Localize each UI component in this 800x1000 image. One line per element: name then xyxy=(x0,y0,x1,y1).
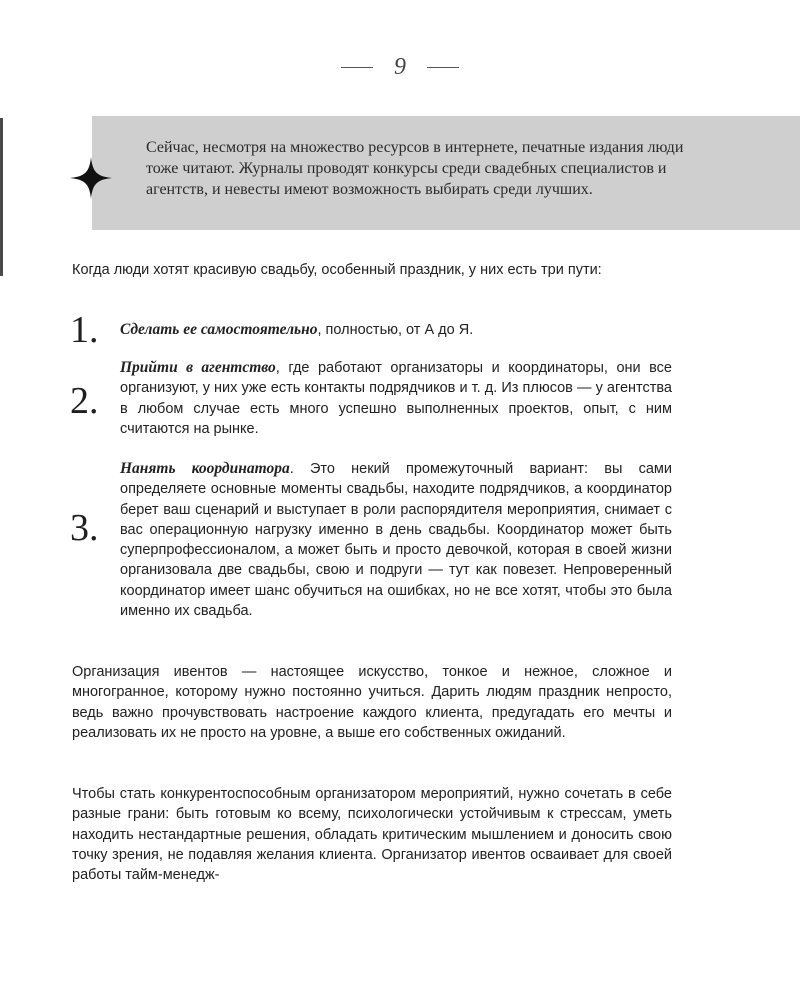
list-item-2-text: , где работают организаторы и координаторы, они все организуют, у них уже есть контакты подрядчиков и т. д. Из плюсов — у агентства в любом случае есть много успешно выполненных проектов, опыт, с ним считаются на рынке. xyxy=(120,360,672,437)
list-number-3: 3. xyxy=(70,507,99,549)
list-number-1: 1. xyxy=(70,309,99,351)
page-number-header xyxy=(0,52,800,82)
body-paragraph-1: Организация ивентов — настоящее искусство, тонкое и нежное, сложное и многогранное, которому нужно постоянно учиться. Дарить людям праздник непросто, ведь важно прочувствовать настроение каждого клиента, предугадать его мечты и реализовать их не просто на уровне, а выше его собственных ожиданий. xyxy=(72,664,672,741)
list-item-2-lead: Прийти в агентство xyxy=(120,359,276,376)
list-item-2 xyxy=(120,358,672,439)
list-item-3 xyxy=(120,459,672,621)
list-number-2: 2. xyxy=(70,380,99,422)
list-item-1-lead: Сделать ее самостоятельно xyxy=(120,321,318,338)
list-item-1-text: , полностью, от А до Я. xyxy=(317,322,474,338)
list-item-1 xyxy=(120,320,672,340)
header-rule-right xyxy=(427,67,459,68)
list-item-3-lead: Нанять координатора xyxy=(120,460,290,477)
intro-paragraph: Когда люди хотят красивую свадьбу, особенный праздник, у них есть три пути: xyxy=(72,262,602,278)
body-paragraph-2: Чтобы стать конкурентоспособным организатором мероприятий, нужно сочетать в себе разные грани: быть готовым ко всему, психологически устойчивым к стрессам, уметь находить нестандартные решения, обладать критическим мышлением и доносить свою точку зрения, не подавляя желания клиента. Организатор ивентов осваивает для своей работы тайм-менедж- xyxy=(72,786,672,884)
margin-bar xyxy=(0,118,3,276)
list-item-3-text: . Это некий промежуточный вариант: вы сами определяете основные моменты свадьбы, находите подрядчиков, а координатор берет ваш сценарий и выступает в роли распорядителя мероприятия, снимает с вас операционную нагрузку именно в день свадьбы. Координатор может быть суперпрофессионалом, а может быть и просто девочкой, которая в своей жизни организовала две свадьбы, свою и подруги — тут как повезет. Непроверенный координатор имеет шанс обучиться на ошибках, но не все хотят, чтобы это была именно их свадьба. xyxy=(120,461,672,620)
page-number: 9 xyxy=(394,54,406,80)
header-rule-left xyxy=(341,67,373,68)
four-point-star-icon xyxy=(70,157,112,199)
callout-text: Сейчас, несмотря на множество ресурсов в интернете, печатные издания люди тоже читают. Журналы проводят конкурсы среди свадебных специалистов и агентств, и невесты имеют возможность выбирать среди лучших. xyxy=(146,139,684,198)
